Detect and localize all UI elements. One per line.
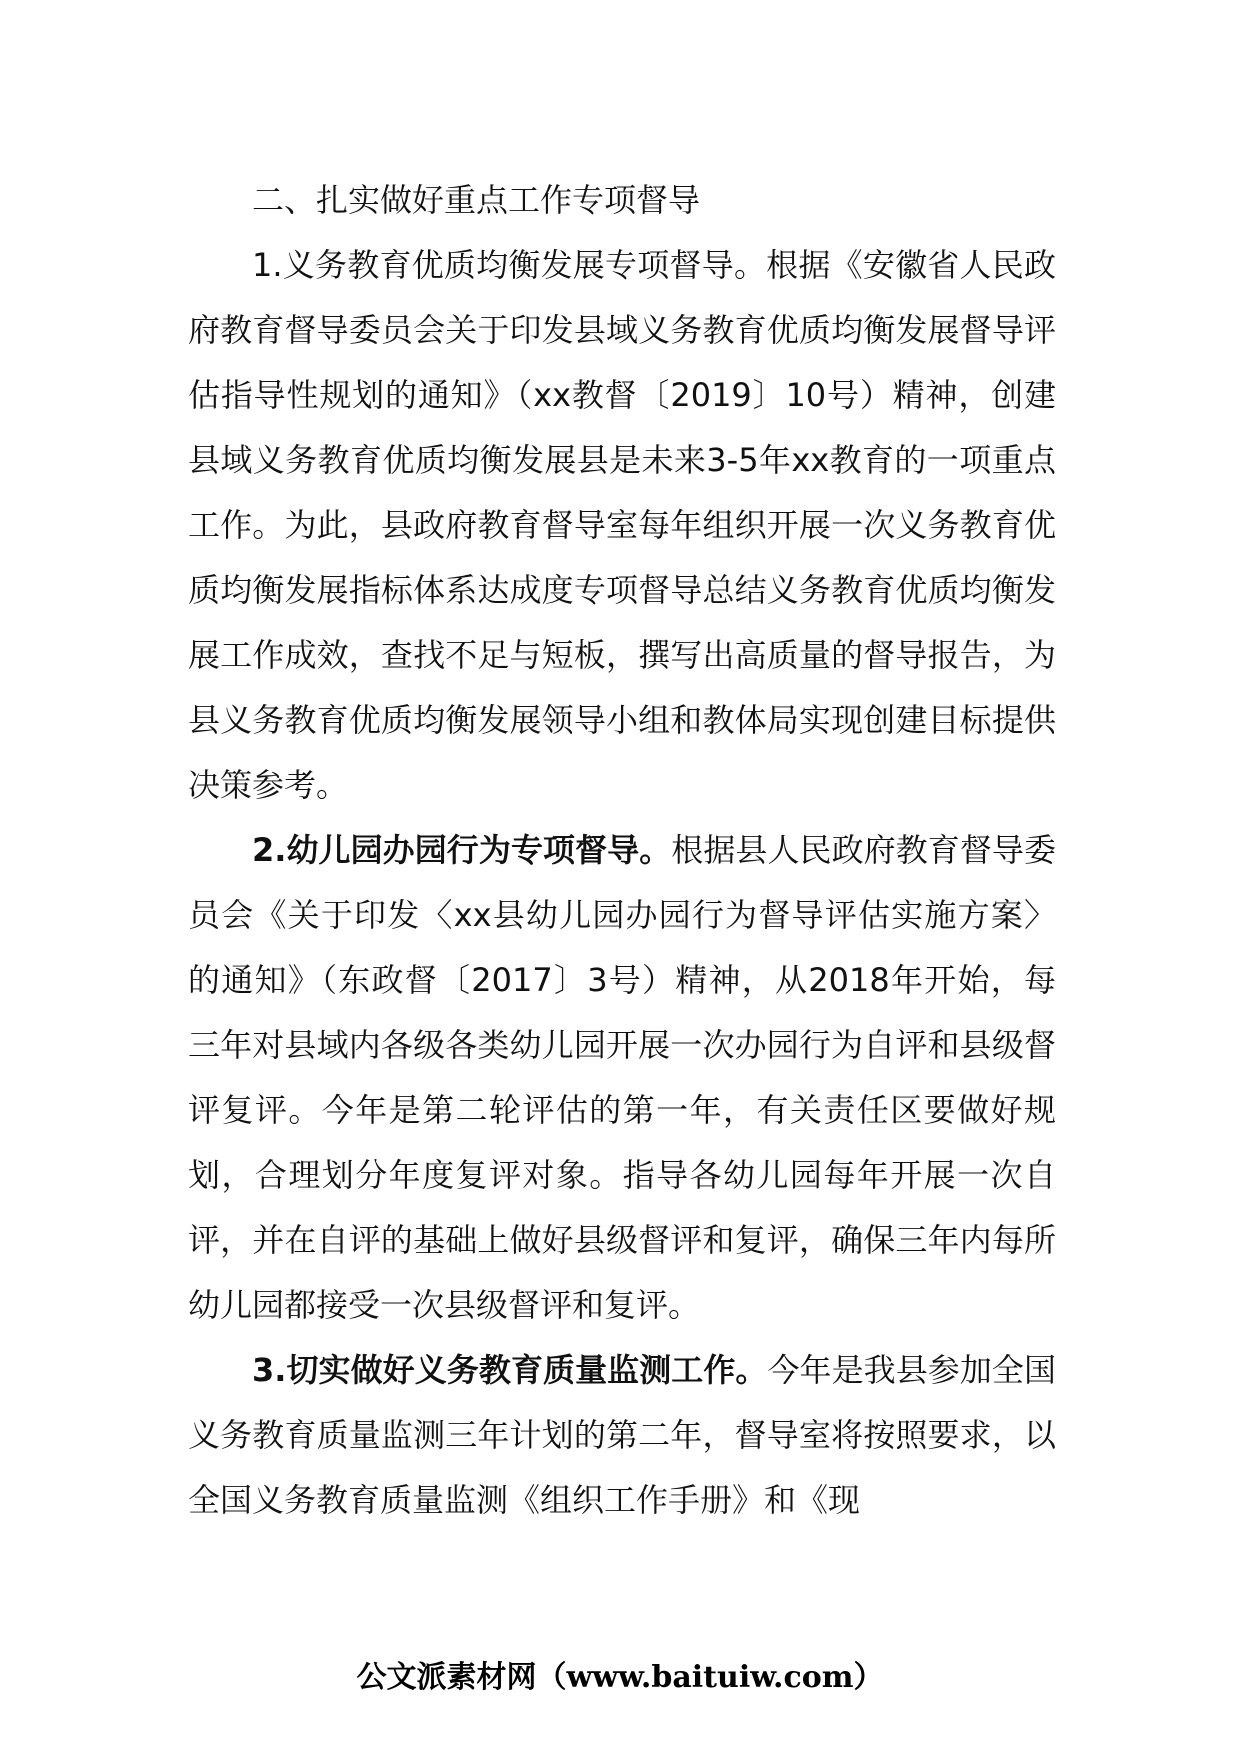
- paragraph-1-body: 1.义务教育优质均衡发展专项督导。根据《安徽省人民政府教育督导委员会关于印发县域义务教育优质均衡发展督导评估指导性规划的通知》（xx教督〔2019〕10号）精神，创建县域义务教育优质均衡发展县是未来3-5年xx教育的一项重点工作。为此，县政府教育督导室每年组织开展一次义务教育优质均衡发展指标体系达成度专项督导总结义务教育优质均衡发展工作成效，查找不足与短板，撰写出高质量的督导报告，为县义务教育优质均衡发展领导小组和教体局实现创建目标提供决策参考。: [188, 246, 1056, 804]
- paragraph-3: [188, 1338, 1056, 1533]
- source-footer: 公文派素材网（www.baituiw.com）: [356, 1660, 884, 1695]
- paragraph-1: [188, 233, 1056, 818]
- document-body: [188, 168, 1056, 1533]
- paragraph-3-body: 今年是我县参加全国义务教育质量监测三年计划的第二年，督导室将按照要求，以全国义务教育质量监测《组织工作手册》和《现: [188, 1351, 1056, 1519]
- paragraph-2: [188, 818, 1056, 1338]
- paragraph-2-body: 根据县人民政府教育督导委员会《关于印发〈xx县幼儿园办园行为督导评估实施方案〉的通知》（东政督〔2017〕3号）精神，从2018年开始，每三年对县域内各级各类幼儿园开展一次办园行为自评和县级督评复评。今年是第二轮评估的第一年，有关责任区要做好规划，合理划分年度复评对象。指导各幼儿园每年开展一次自评，并在自评的基础上做好县级督评和复评，确保三年内每所幼儿园都接受一次县级督评和复评。: [188, 831, 1056, 1324]
- section-heading: 二、扎实做好重点工作专项督导: [252, 181, 701, 219]
- paragraph-3-lead: 3.切实做好义务教育质量监测工作。: [252, 1351, 768, 1389]
- paragraph-2-lead: 2.幼儿园办园行为专项督导。: [252, 831, 672, 869]
